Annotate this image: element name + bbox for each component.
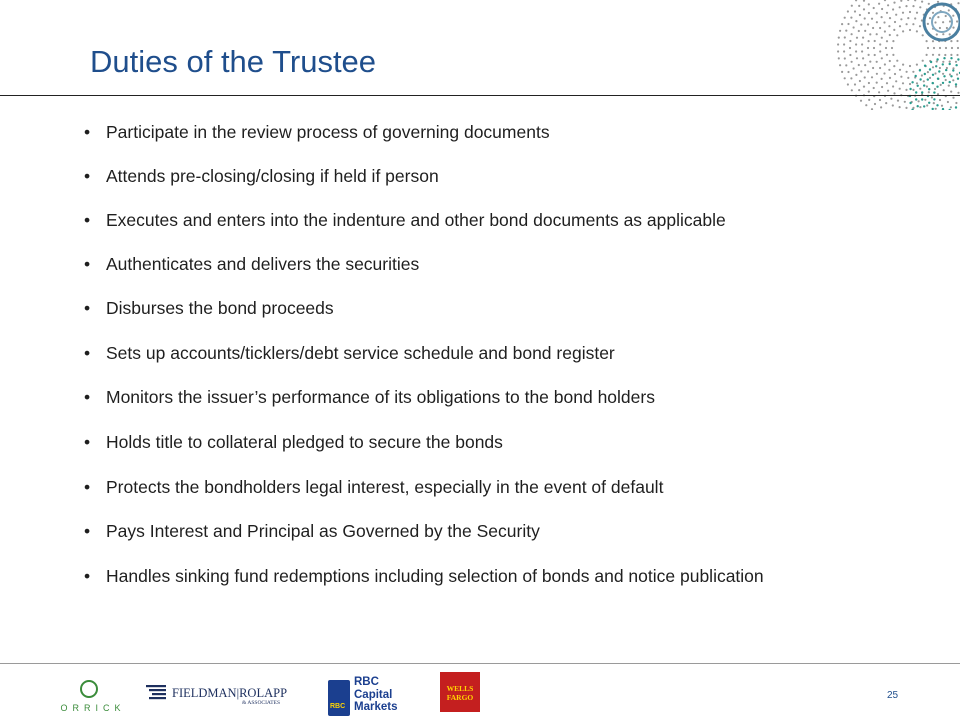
page-number: 25: [887, 690, 899, 701]
bullet-item: [84, 387, 655, 408]
fieldman-mark-icon: [146, 684, 168, 702]
bullet-item: [84, 254, 419, 275]
rbc-logo-text: [354, 676, 397, 714]
rbc-shield-icon: [328, 680, 350, 716]
orrick-logo-icon: [48, 676, 138, 716]
fieldman-rolapp-logo-icon: [146, 678, 296, 708]
bullet-marker: •: [84, 298, 91, 318]
bullet-marker: •: [84, 432, 91, 452]
rbc-line-3: Markets: [354, 701, 398, 713]
rbc-line-1: RBC: [354, 676, 379, 688]
bullet-marker: •: [84, 343, 91, 363]
orrick-logo-text: ORRICK: [60, 703, 126, 713]
orrick-ring-icon: [80, 680, 98, 698]
bullet-text: Attends pre-closing/closing if held if person: [106, 166, 439, 186]
fieldman-logo-text: FIELDMAN|ROLAPP: [172, 686, 288, 700]
bullet-text: Executes and enters into the indenture and other bond documents as applicable: [106, 210, 726, 230]
bullet-text: Monitors the issuer’s performance of its obligations to the bond holders: [106, 387, 655, 407]
wf-line-2: FARGO: [446, 693, 474, 702]
decorative-dot-circles-icon: [760, 0, 960, 110]
bullet-item: [84, 477, 663, 498]
bullet-item: [84, 122, 550, 143]
bullet-marker: •: [84, 210, 91, 230]
bullet-text: Sets up accounts/ticklers/debt service schedule and bond register: [106, 343, 615, 363]
bullet-item: [84, 432, 503, 453]
bullet-text: Handles sinking fund redemptions including selection of bonds and notice publication: [106, 566, 764, 586]
bullet-marker: •: [84, 521, 91, 541]
bullet-item: [84, 566, 764, 587]
rbc-shield-text: RBC: [330, 703, 346, 710]
bullet-marker: •: [84, 566, 91, 586]
bullet-marker: •: [84, 122, 91, 142]
bullet-marker: •: [84, 477, 91, 497]
footer: [0, 664, 960, 720]
rbc-line-2: Capital: [354, 688, 393, 701]
slide-title: Duties of the Trustee: [90, 44, 377, 79]
bullet-text: Protects the bondholders legal interest, especially in the event of default: [106, 477, 664, 497]
bullet-item: [84, 298, 334, 319]
wells-fargo-logo-icon: [440, 672, 480, 712]
bullet-text: Participate in the review process of governing documents: [106, 122, 550, 142]
bullet-item: [84, 521, 540, 542]
bullet-text: Pays Interest and Principal as Governed by the Security: [106, 521, 540, 541]
bullet-text: Authenticates and delivers the securities: [106, 254, 420, 274]
rbc-capital-markets-logo-icon: [328, 674, 398, 718]
bullet-item: [84, 210, 726, 231]
bullet-item: [84, 166, 439, 187]
bullet-marker: •: [84, 166, 91, 186]
bullet-text: Holds title to collateral pledged to secure the bonds: [106, 432, 503, 452]
bullet-marker: •: [84, 254, 91, 274]
bullet-item: [84, 343, 615, 364]
wf-line-1: WELLS: [446, 684, 474, 693]
bullet-text: Disburses the bond proceeds: [106, 298, 334, 318]
title-divider: [0, 95, 960, 96]
bullet-marker: •: [84, 387, 91, 407]
fieldman-logo-subtext: & ASSOCIATES: [242, 700, 281, 706]
